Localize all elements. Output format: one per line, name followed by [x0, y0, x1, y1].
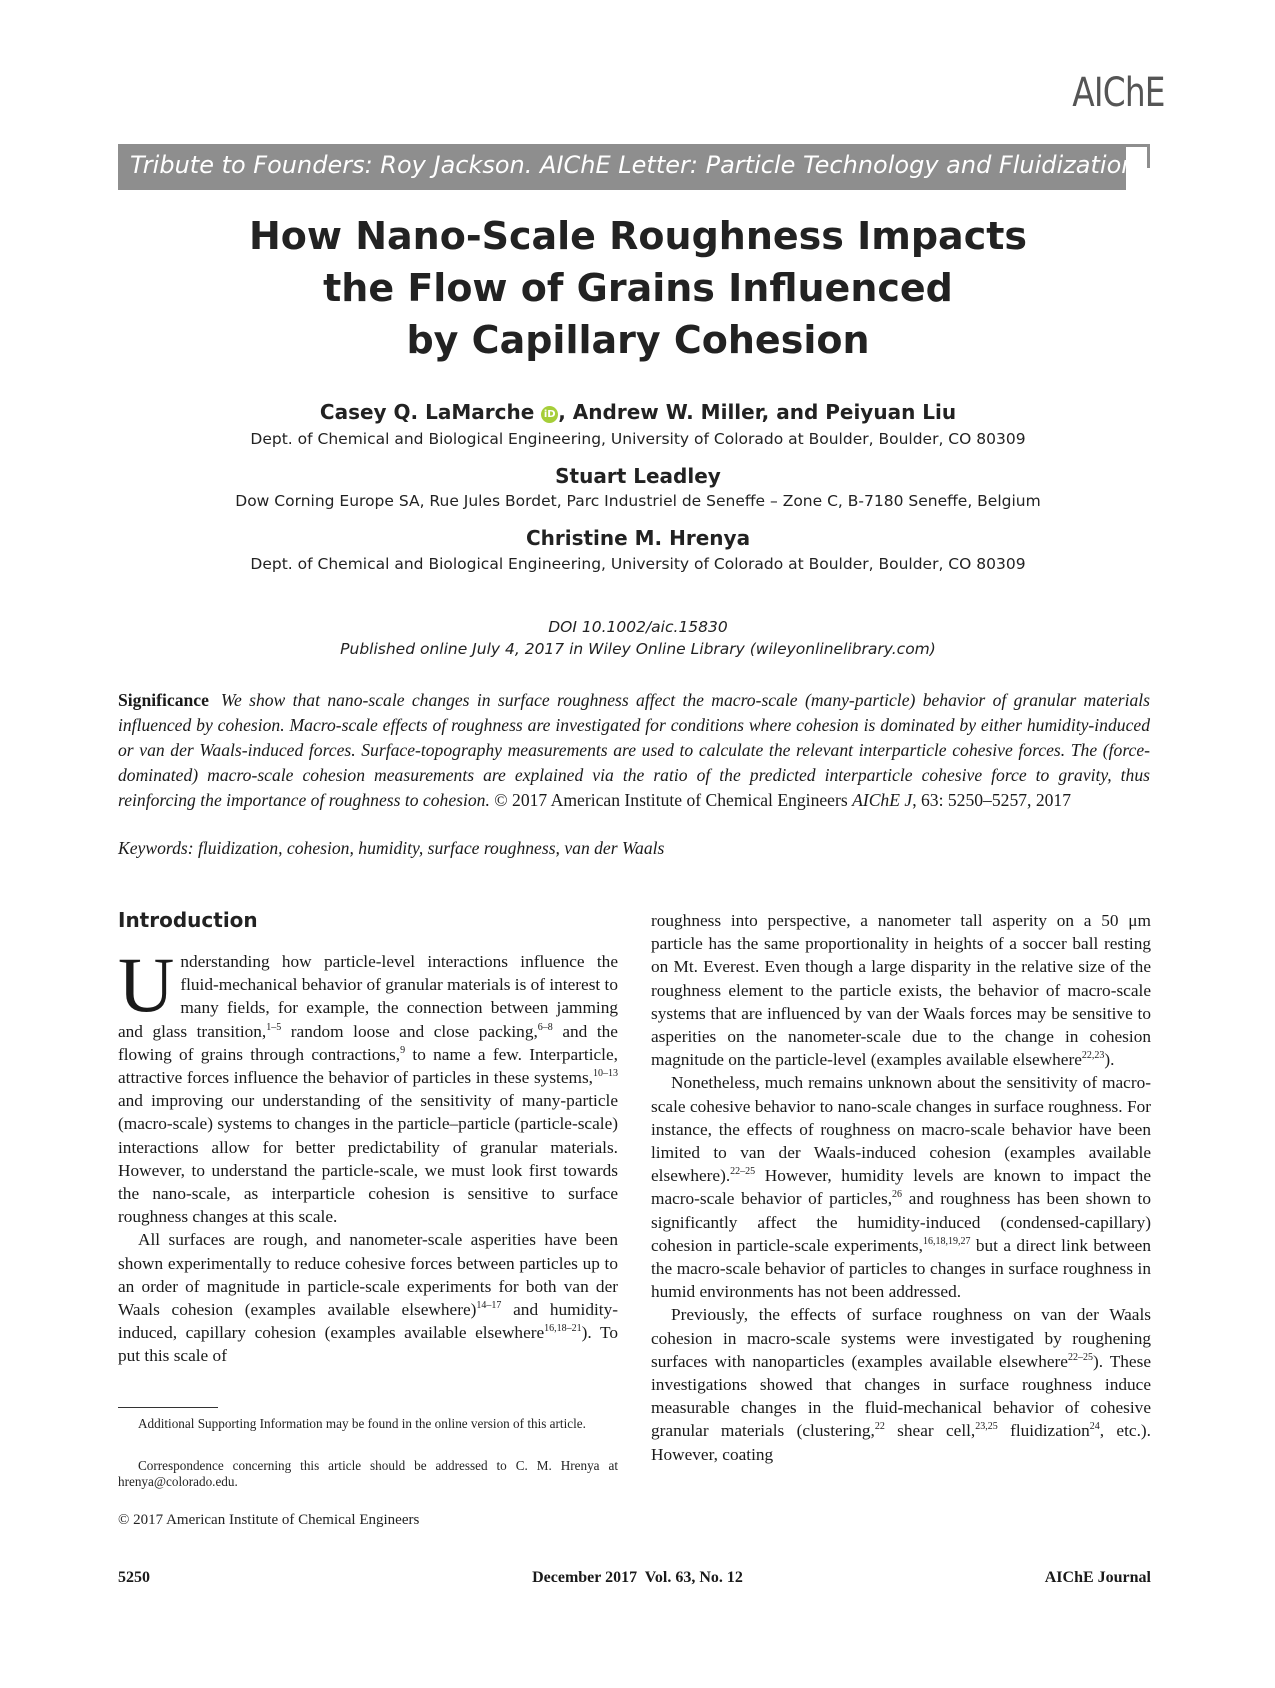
left-column [118, 941, 618, 1368]
title-line: the Flow of Grains Influenced [323, 266, 953, 310]
journal-abbrev: AIChE J [852, 790, 913, 810]
text: ). To put this scale of [118, 1323, 618, 1366]
text: However, humidity levels are known to impact the macro-scale behavior of particles, [651, 1166, 1151, 1209]
text: fluidization [997, 1421, 1090, 1441]
text: to name a few. Interparticle, attractive forces influence the behavior of particles in these systems, [118, 1044, 618, 1088]
paragraph [118, 1228, 618, 1367]
significance-copyright: © 2017 American Institute of Chemical Engineers [489, 790, 853, 810]
author-name: Christine M. Hrenya [525, 526, 751, 550]
significance-label: Significance [118, 690, 209, 710]
footnote-correspondence [118, 1458, 618, 1490]
reference[interactable]: 22 [874, 1421, 885, 1433]
footnote-divider [118, 1407, 218, 1408]
text: nderstanding how particle-level interactions influence the fluid-mechanical behavior of granular materials is of interest to many fields, for example, the connection between jamming and glass transition, [118, 952, 618, 1041]
paragraph [651, 1071, 1151, 1303]
journal-logo: AIChE [1072, 70, 1165, 116]
publication-info: Published online July 4, 2017 in Wiley Online Library (wileyonlinelibrary.com) [340, 640, 936, 658]
reference[interactable]: 22–25 [1067, 1352, 1093, 1364]
keywords: Keywords: fluidization, cohesion, humidity, surface roughness, van der Waals [118, 838, 665, 858]
right-column [651, 909, 1151, 1466]
text: random loose and close packing, [281, 1021, 538, 1041]
citation: , 63: 5250–5257, 2017 [912, 790, 1072, 810]
significance-text: We show that nano-scale changes in surface roughness affect the macro-scale (many-particle) behavior of granular materials influenced by cohesion. Macro-scale effects of roughness are investigated for conditions where cohesion is dominated by either humidity-induced or van der Waals-induced forces. Surface-topography measurements are used to calculate the relevant interparticle cohesive forces. The (force-dominated) macro-scale cohesion measurements are explained via the ratio of the predicted interparticle cohesive force to gravity, thus reinforcing the importance of roughness to cohesion. [118, 690, 1150, 810]
title-line: How Nano-Scale Roughness Impacts [248, 214, 1028, 258]
reference[interactable]: 1–5 [266, 1021, 282, 1033]
footnote-supporting [118, 1416, 618, 1432]
paragraph [651, 909, 1151, 1071]
reference[interactable]: 23,25 [975, 1421, 998, 1433]
author-line [118, 400, 1158, 424]
issue-info: December 2017 Vol. 63, No. 12 [532, 1569, 743, 1586]
text: roughness into perspective, a nanometer tall asperity on a 50 μm particle has the same proportionality in heights of a soccer ball resting on Mt. Everest. Even though a large disparity in the relative size of the roughness element to the particle exists, the behavior of macro-scale systems that are influenced by van der Waals forces may be sensitive to asperities on the nanometer-scale due to the change in cohesion magnitude on the particle-level (examples available elsewhere [651, 911, 1151, 1070]
article-title [118, 210, 1158, 366]
reference[interactable]: 26 [892, 1189, 903, 1201]
banner-corner-mark [1126, 144, 1150, 168]
reference[interactable]: 9 [400, 1045, 406, 1057]
significance-abstract [118, 688, 1150, 813]
text: and humidity-induced, capillary cohesion (examples available elsewhere [118, 1300, 618, 1343]
footnote-text: Correspondence concerning this article should be addressed to C. M. Hrenya at hrenya@colorado.edu. [118, 1458, 618, 1489]
paragraph [651, 1303, 1151, 1465]
affiliation: Dow Corning Europe SA, Rue Jules Bordet, Parc Industriel de Seneffe – Zone C, B-7180 Seneffe, Belgium [235, 492, 1041, 510]
reference[interactable]: 14–17 [476, 1300, 502, 1312]
orcid-icon[interactable]: iD [541, 406, 558, 423]
text: Nonetheless, much remains unknown about the sensitivity of macro-scale cohesive behavior to nano-scale changes in surface roughness. For instance, the effects of roughness on macro-scale behavior have been limited to van der Waals-induced cohesion (examples available elsewhere). [651, 1073, 1151, 1186]
text: and the flowing of grains through contractions, [118, 1021, 618, 1064]
author-name: Casey Q. LaMarche [319, 400, 535, 424]
author-line [118, 526, 1158, 550]
author-names: , Andrew W. Miller, and Peiyuan Liu [558, 400, 957, 424]
reference[interactable]: 22,23 [1081, 1050, 1105, 1062]
section-heading: Introduction [118, 908, 258, 932]
text: and improving our understanding of the sensitivity of many-particle (macro-scale) systems to changes in the particle–particle (particle-scale) interactions allow for better predictability of granular materials. However, to understand the particle-scale, we must look first towards the nano-scale, as interparticle cohesion is sensitive to surface roughness changes at this scale. [118, 1091, 618, 1227]
text: All surfaces are rough, and nanometer-scale asperities have been shown experimentally to reduce cohesive forces between particles up to an order of magnitude in particle-scale experiments for both van der Waals cohesion (examples available elsewhere) [118, 1230, 618, 1320]
banner-text: Tribute to Founders: Roy Jackson. AIChE Letter: Particle Technology and Fluidization [130, 151, 1137, 179]
copyright: © 2017 American Institute of Chemical Engineers [118, 1512, 420, 1528]
affiliation: Dept. of Chemical and Biological Engineering, University of Colorado at Boulder, Boulder, CO 80309 [250, 430, 1026, 448]
text: , etc.). However, coating [651, 1421, 1151, 1464]
affiliation: Dept. of Chemical and Biological Engineering, University of Colorado at Boulder, Boulder, CO 80309 [250, 555, 1026, 573]
reference[interactable]: 6–8 [537, 1021, 553, 1033]
text: ). These investigations showed that changes in surface roughness induce measurable changes in the fluid-mechanical behavior of cohesive granular materials (clustering, [651, 1351, 1151, 1441]
text: Previously, the effects of surface roughness on van der Waals cohesion in macro-scale systems were investigated by roughening surfaces with nanoparticles (examples available elsewhere [651, 1305, 1151, 1371]
text: and roughness has been shown to significantly affect the humidity-induced (condensed-capillary) cohesion in particle-scale experiments, [651, 1189, 1151, 1255]
reference[interactable]: 10–13 [593, 1068, 618, 1080]
journal-name: AIChE Journal [1044, 1569, 1151, 1586]
author-line [118, 464, 1158, 488]
reference[interactable]: 24 [1089, 1421, 1100, 1433]
page-number: 5250 [118, 1569, 150, 1586]
section-banner [118, 144, 1137, 190]
footnote-text: Additional Supporting Information may be found in the online version of this article. [138, 1416, 586, 1431]
text: but a direct link between the macro-scale behavior of particles to changes in surface roughness in humid environments has not been addressed. [651, 1235, 1151, 1302]
doi[interactable]: DOI 10.1002/aic.15830 [548, 618, 728, 636]
author-name: Stuart Leadley [555, 464, 721, 488]
reference[interactable]: 16,18–21 [544, 1323, 582, 1335]
text: shear cell, [884, 1421, 976, 1441]
title-line: by Capillary Cohesion [406, 318, 870, 362]
text: ). [1104, 1050, 1115, 1070]
paragraph [118, 941, 618, 1228]
drop-cap: U [118, 941, 175, 1028]
reference[interactable]: 16,18,19,27 [922, 1236, 971, 1248]
reference[interactable]: 22–25 [730, 1166, 756, 1178]
